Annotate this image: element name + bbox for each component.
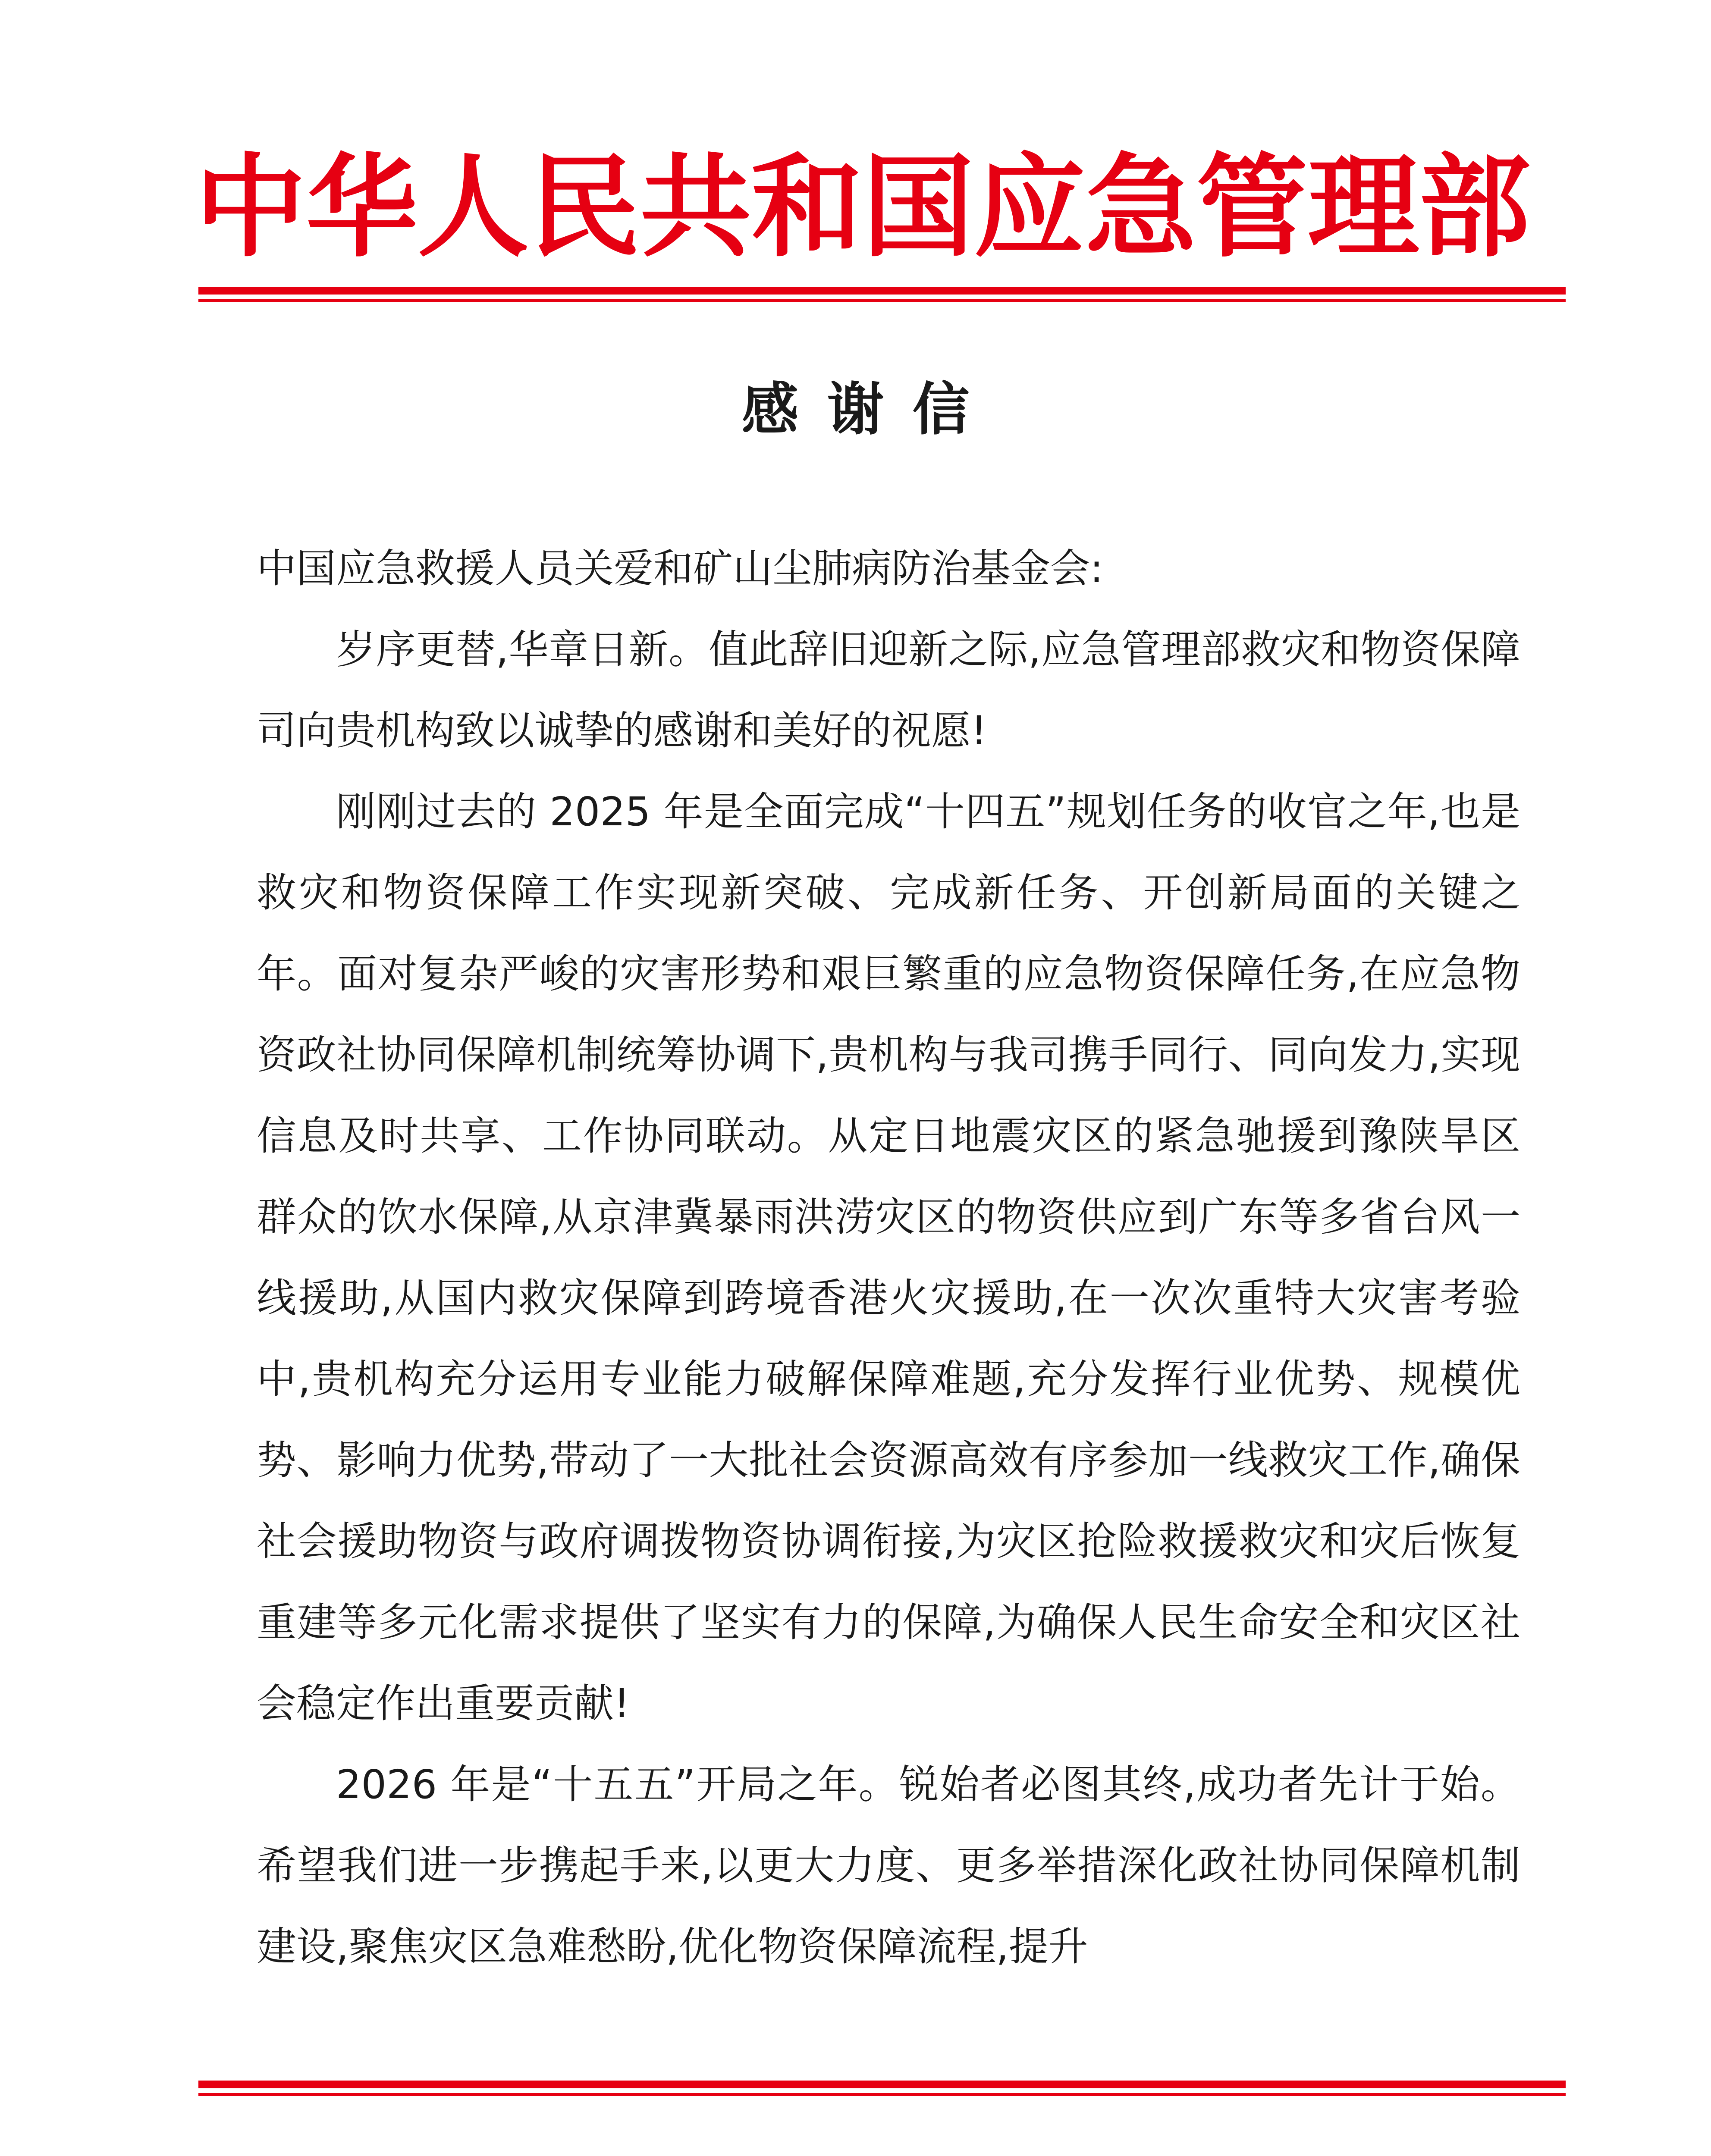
paragraph-2: 刚刚过去的 2025 年是全面完成“十四五”规划任务的收官之年,也是救灾和物资保障工作实现新突破、完成新任务、开创新局面的关键之年。面对复杂严峻的灾害形势和艰巨繁重的应急物资保障任务,在应急物资政社协同保障机制统筹协调下,贵机构与我司携手同行、同向发力,实现信息及时共享、工作协同联动。从定日地震灾区的紧急驰援到豫陕旱区群众的饮水保障,从京津冀暴雨洪涝灾区的物资供应到广东等多省台风一线援助,从国内救灾保障到跨境香港火灾援助,在一次次重特大灾害考验中,贵机构充分运用专业能力破解保障难题,充分发挥行业优势、规模优势、影响力优势,带动了一大批社会资源高效有序参加一线救灾工作,确保社会援助物资与政府调拨物资协调衔接,为灾区抢险救援救灾和灾后恢复重建等多元化需求提供了坚实有力的保障,为确保人民生命安全和灾区社会稳定作出重要贡献!: [257, 789, 1520, 1727]
letterhead-title: 中华人民共和国应急管理部: [195, 141, 1530, 272]
paragraph-3: 2026 年是“十五五”开局之年。锐始者必图其终,成功者先计于始。希望我们进一步携起手来,以更大力度、更多举措深化政社协同保障机制建设,聚焦灾区急难愁盼,优化物资保障流程,提升: [257, 1761, 1520, 1970]
letterhead-red-rule: [198, 287, 1566, 302]
document-title: 感谢信: [741, 376, 998, 443]
letter-body: [257, 528, 1520, 1987]
rule-thick-line: [198, 287, 1566, 295]
paragraph-1: 岁序更替,华章日新。值此辞旧迎新之际,应急管理部救灾和物资保障司向贵机构致以诚挚的感谢和美好的祝愿!: [257, 627, 1520, 754]
footer-red-rule: [198, 2081, 1566, 2096]
rule-thin-line: [198, 2093, 1566, 2096]
rule-thick-line: [198, 2081, 1566, 2088]
salutation: 中国应急救援人员关爱和矿山尘肺病防治基金会:: [257, 545, 1103, 592]
rule-thin-line: [198, 299, 1566, 302]
